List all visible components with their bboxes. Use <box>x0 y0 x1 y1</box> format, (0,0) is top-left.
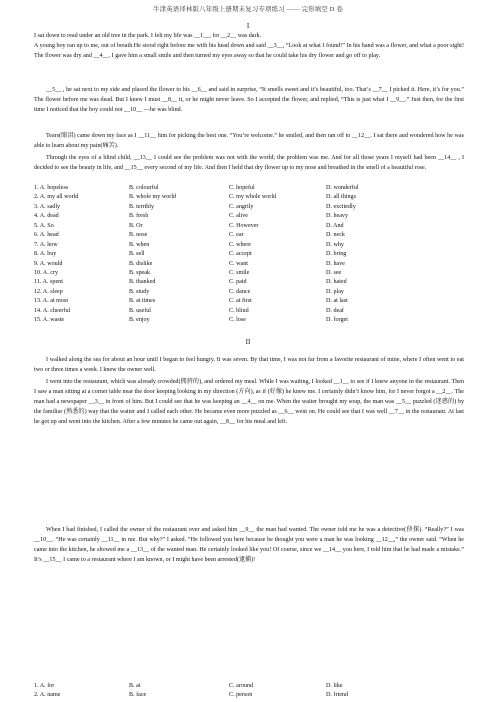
option-row <box>34 278 464 287</box>
option-row <box>34 269 464 278</box>
option-row <box>34 231 464 240</box>
option-c: C. where <box>229 241 251 248</box>
option-a: 9. A. would <box>34 260 63 267</box>
option-c: C. smile <box>229 269 250 276</box>
option-d: D. play <box>326 288 344 295</box>
option-d: D. neck <box>326 232 345 239</box>
option-b: B. dislike <box>129 260 153 267</box>
option-row <box>34 307 464 316</box>
option-b: B. fresh <box>129 213 149 220</box>
option-row <box>34 241 464 250</box>
option-d: D. heavy <box>326 213 348 220</box>
option-a: 2. A. name <box>34 692 61 699</box>
section-1-paragraph: A young boy ran up to me, out of breath.He stood right before me with his head down and said __3__, “Look at what I found!” In his hand was a flower, and what a poor sight! The flower was dry and __4__. I gave him a small smile and then turned my eyes away so that he could take his dry flower and go off to play. <box>34 43 464 59</box>
option-c: C. ear <box>229 232 244 239</box>
section-1-paragraph: Tears(眼泪) came down my face as I __11__ him for picking the best one. “You’re welcome.” he smiled, and then ran off to __12__. I sat there and wondered how he was able to learn about my pain(痛苦). <box>34 133 464 149</box>
option-row <box>34 203 464 212</box>
option-a: 1. A. hopeless <box>34 185 69 191</box>
option-row <box>34 297 464 306</box>
option-d: D. all things <box>326 194 356 201</box>
option-a: 3. A. sadly <box>34 203 61 210</box>
option-c: C. person <box>229 692 253 699</box>
section-2-paragraph: When I had finished, I called the owner of the restaurant over and asked him __9__ the man had wanted. The owner told me he was a detective(侦探). “Really?” I was __10__. “He was certainly __11__ in me. But why?” I asked. “He followed you here because he thought you were a man he was looking __12__,” the owner said. “When he came into the kitchen, he showed me a __13__ of the wanted man. He certainly looked like you! Of course, since we __14__ you here, I told him that he had made a mistake.” It’s __15__ I came to a restaurant where I am known, or I might have been arrested(逮捕)! <box>34 527 464 563</box>
option-b: B. enjoy <box>129 317 150 324</box>
option-row <box>34 250 464 259</box>
option-a: 12. A. sleep <box>34 288 63 295</box>
option-row <box>34 222 464 231</box>
option-a: 8. A. buy <box>34 251 57 258</box>
option-b: B. nose <box>129 232 148 239</box>
option-row <box>34 193 464 202</box>
option-c: C. angrily <box>229 203 254 210</box>
option-d: D. like <box>326 683 343 689</box>
option-row <box>34 691 464 700</box>
option-row <box>34 184 464 193</box>
option-b: B. at times <box>129 298 156 305</box>
option-a: 1. A. for <box>34 683 55 689</box>
option-d: D. excitedly <box>326 203 356 210</box>
option-a: 10. A. cry <box>34 269 59 276</box>
option-a: 2. A. my all world <box>34 194 79 201</box>
option-b: B. speak <box>129 269 150 276</box>
page-header: 牛津英语译林版八年级上册期末复习专项练习 —— 完形填空 D 卷 <box>153 6 343 13</box>
option-row <box>34 288 464 297</box>
section-1-paragraph: Through the eyes of a blind child, __13__ I could see the problem was not with the world; the problem was me. And for all those years I myself had been __14__ , I decided to see the beauty in life, and __15__ every second of my life. And then I held that dry flower up to my nose and breathed in the smell of a beautiful rose. <box>34 155 464 171</box>
option-d: D. have <box>326 260 345 267</box>
option-c: C. blind <box>229 307 249 314</box>
option-b: B. whole my world <box>129 194 177 201</box>
option-b: B. thanked <box>129 279 156 286</box>
option-b: B. study <box>129 288 150 295</box>
option-b: B. terribly <box>129 203 155 210</box>
option-row <box>34 212 464 221</box>
option-d: D. why <box>326 241 344 248</box>
section-1-heading: I <box>246 22 250 30</box>
option-c: C. my whole world <box>229 194 277 201</box>
option-d: D. see <box>326 269 342 276</box>
option-a: 6. A. head <box>34 232 59 239</box>
option-b: B. Or <box>129 222 143 229</box>
option-c: C. accept <box>229 251 252 258</box>
option-d: D. friend <box>326 692 348 699</box>
option-a: 7. A. how <box>34 241 58 248</box>
option-c: C. alive <box>229 213 248 220</box>
option-b: B. when <box>129 241 150 248</box>
option-row <box>34 260 464 269</box>
option-d: D. And <box>326 222 344 229</box>
option-d: D. bring <box>326 251 347 258</box>
option-a: 11. A. spent <box>34 279 63 286</box>
option-c: C. around <box>229 683 254 689</box>
option-b: B. at <box>129 683 141 689</box>
option-d: D. wonderful <box>326 185 359 191</box>
option-c: C. hopeful <box>229 185 255 191</box>
option-row <box>34 682 464 691</box>
option-b: B. colourful <box>129 185 159 191</box>
option-c: C. dance <box>229 288 251 295</box>
option-b: B. face <box>129 692 147 699</box>
section-1-options <box>34 184 464 326</box>
option-c: C. paid <box>229 279 247 286</box>
option-a: 13. A. at most <box>34 298 69 305</box>
section-2-paragraph: I walked along the sea for about an hour until I began to feel hungry. It was seven. By that time, I was not far from a favorite restaurant of mine, where I often went to eat two or three times a week. I knew the owner well. <box>34 357 464 373</box>
option-a: 15. A. waste <box>34 317 65 324</box>
option-d: D. hated <box>326 279 347 286</box>
option-d: D. deaf <box>326 307 344 314</box>
option-b: B. useful <box>129 307 152 314</box>
option-b: B. sell <box>129 251 145 258</box>
option-c: C. want <box>229 260 248 267</box>
option-d: D. forget <box>326 317 348 324</box>
option-c: C. at first <box>229 298 252 305</box>
section-2-options <box>34 682 464 701</box>
section-1-paragraph: __5__ , he sat next to my side and placed the flower to his __6__ and said in surprise, “It smells sweet and it’s beautiful, too. That’s __7__ I picked it. Here, it’s for you.” The flower before me was dead. But I knew I must __8__ it, or he might never leave. So I accepted the flower, and replied, “This is just what I __9__.” Just then, for the first time I noticed that the boy could not __10__ —he was blind. <box>34 87 464 113</box>
option-a: 4. A. dead <box>34 213 59 220</box>
option-a: 5. A. So <box>34 222 54 229</box>
section-2-heading: II <box>245 338 251 346</box>
option-c: C. However <box>229 222 259 229</box>
section-2-paragraph: I went into the restaurant, which was already crowded(拥挤的), and ordered my meal. While I was waiting, I looked __1__ to see if I knew anyone in the restaurant. Then I saw a man sitting at a corner table near the door keeping looking in my direction (方向), as if (好像) he knew me. I certainly didn’t know him, for I never forgot a __2__. The man had a newspaper __3__ in front of him. But I could see that he was keeping an __4__ on me. When the waiter brought my soup, the man was __5__ puzzled (迷惑的) by the familiar (熟悉的) way that the waiter and I called each other. He became even more puzzled as __6__ went on. He could see that I was well __7__ in the restaurant. At last he got up and went into the kitchen. After a few minutes he came out again, __8__ for his meal and left. <box>34 379 464 425</box>
option-c: C. lose <box>229 317 246 324</box>
section-1-paragraph: I sat down to read under an old tree in the park. I felt my life was __1__, for __2__ was dark. <box>34 33 262 39</box>
option-d: D. at last <box>326 298 348 305</box>
option-a: 14. A. cheerful <box>34 307 71 314</box>
option-row <box>34 316 464 325</box>
